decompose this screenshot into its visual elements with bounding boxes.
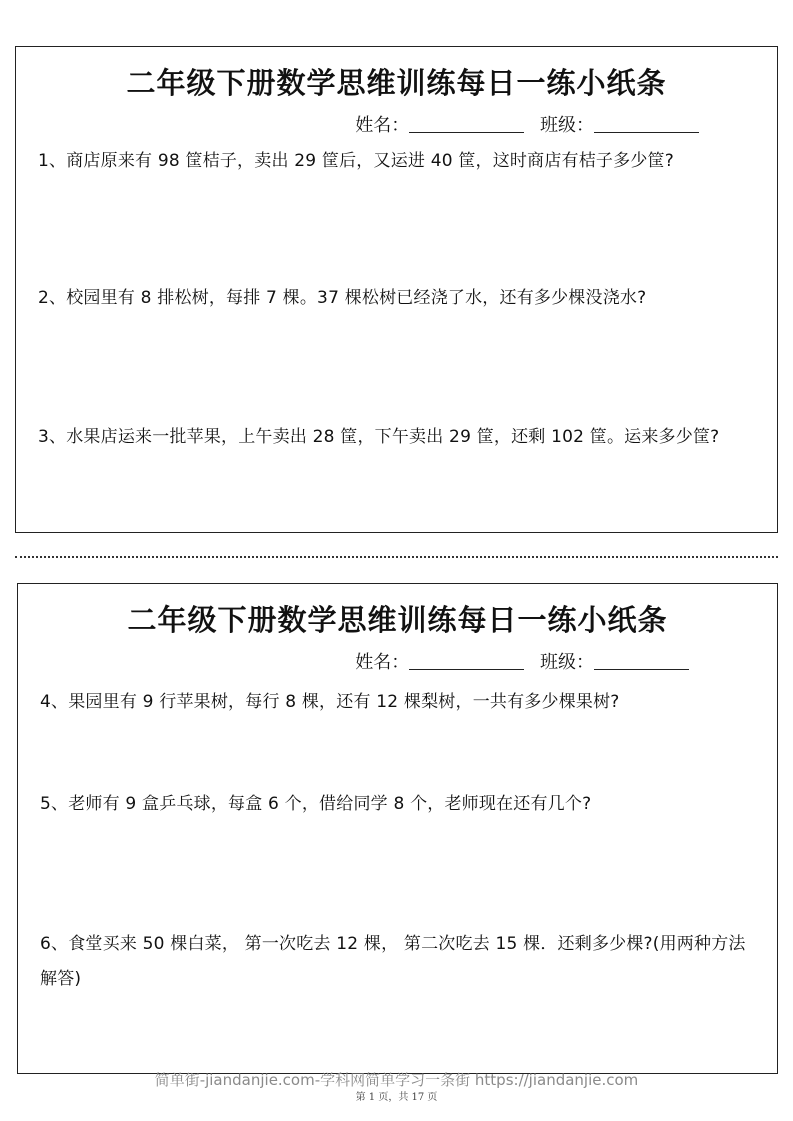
question-6: 6、食堂买来 50 棵白菜， 第一次吃去 12 棵， 第二次吃去 15 棵．还剩多少棵?(用两种方法解答): [40, 934, 746, 989]
question-2: 2、校园里有 8 排松树，每排 7 棵。37 棵松树已经浇了水，还有多少棵没浇水?: [38, 288, 647, 308]
worksheet-slip-2: [17, 583, 778, 1074]
question-4: 4、果园里有 9 行苹果树，每行 8 棵，还有 12 棵梨树，一共有多少棵果树?: [40, 692, 620, 712]
student-info: [355, 111, 699, 137]
question-3: 3、水果店运来一批苹果，上午卖出 28 筐，下午卖出 29 筐，还剩 102 筐。运来多少筐?: [38, 427, 720, 447]
name-blank: [409, 131, 524, 133]
question-1: 1、商店原来有 98 筐桔子，卖出 29 筐后，又运进 40 筐，这时商店有桔子多少筐?: [38, 151, 674, 171]
student-info: [355, 648, 689, 674]
name-label: 姓名：: [355, 652, 410, 673]
page-number: 第 1 页，共 17 页: [355, 1092, 438, 1103]
class-blank: [594, 668, 689, 670]
cut-line-divider: [15, 556, 778, 558]
question-5: 5、老师有 9 盒乒乓球，每盒 6 个，借给同学 8 个，老师现在还有几个?: [40, 794, 592, 814]
class-blank: [594, 131, 699, 133]
class-label: 班级：: [540, 115, 594, 136]
name-blank: [409, 668, 524, 670]
name-label: 姓名：: [355, 115, 410, 136]
worksheet-slip-1: [15, 46, 778, 533]
footer-watermark: 简单街-jiandanjie.com-学科网简单学习一条街 https://jiandanjie.com: [154, 1071, 639, 1089]
class-label: 班级：: [540, 652, 594, 673]
slip-title: 二年级下册数学思维训练每日一练小纸条: [127, 603, 668, 637]
slip-title: 二年级下册数学思维训练每日一练小纸条: [126, 66, 667, 100]
